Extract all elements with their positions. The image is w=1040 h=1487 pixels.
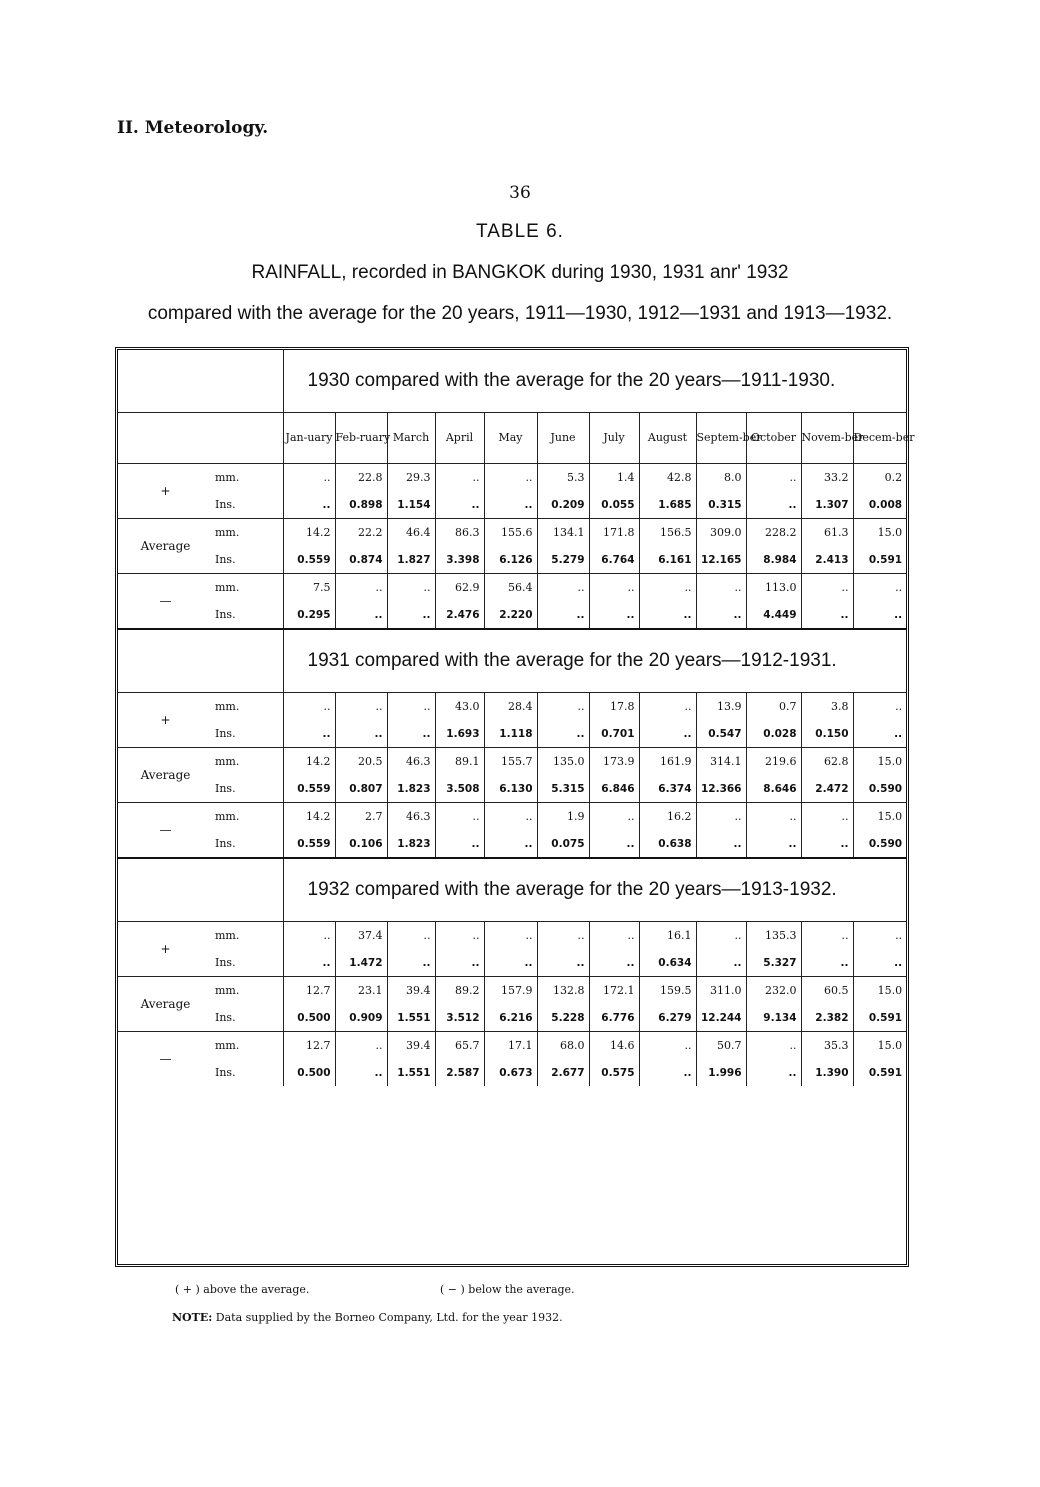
data-row bbox=[118, 464, 906, 492]
value-cell: .. bbox=[589, 922, 639, 950]
value-cell: 1.685 bbox=[639, 491, 696, 519]
value-cell: .. bbox=[484, 949, 537, 977]
value-cell: 56.4 bbox=[484, 574, 537, 602]
row-label-minus: — bbox=[118, 574, 213, 630]
value-cell: .. bbox=[335, 601, 387, 629]
value-cell: 0.874 bbox=[335, 546, 387, 574]
value-cell: 0.150 bbox=[801, 720, 853, 748]
value-cell: 0.591 bbox=[853, 546, 906, 574]
value-cell: 0.590 bbox=[853, 775, 906, 803]
value-cell: 0.028 bbox=[746, 720, 801, 748]
value-cell: .. bbox=[746, 491, 801, 519]
value-cell: 2.476 bbox=[435, 601, 484, 629]
value-cell: .. bbox=[335, 1032, 387, 1060]
unit-label: Ins. bbox=[215, 498, 236, 511]
value-cell: .. bbox=[696, 574, 746, 602]
value-cell: .. bbox=[639, 601, 696, 629]
value-cell: 2.220 bbox=[484, 601, 537, 629]
legend-plus: ( + ) above the average. bbox=[175, 1283, 310, 1296]
value-cell: 135.3 bbox=[746, 922, 801, 950]
blank-cell bbox=[118, 858, 283, 922]
data-row bbox=[118, 830, 906, 858]
value-cell: 1.551 bbox=[387, 1004, 435, 1032]
value-cell: .. bbox=[589, 949, 639, 977]
row-label-minus: — bbox=[118, 803, 213, 859]
value-cell: 173.9 bbox=[589, 748, 639, 776]
value-cell: 8.646 bbox=[746, 775, 801, 803]
value-cell: .. bbox=[387, 574, 435, 602]
value-cell: .. bbox=[387, 949, 435, 977]
value-cell: .. bbox=[387, 922, 435, 950]
value-cell: .. bbox=[801, 601, 853, 629]
value-cell: .. bbox=[435, 949, 484, 977]
value-cell: 12.366 bbox=[696, 775, 746, 803]
value-cell: .. bbox=[537, 922, 589, 950]
value-cell: 3.8 bbox=[801, 693, 853, 721]
data-row bbox=[118, 546, 906, 574]
value-cell: 22.8 bbox=[335, 464, 387, 492]
value-cell: 0.055 bbox=[589, 491, 639, 519]
value-cell: 6.776 bbox=[589, 1004, 639, 1032]
value-cell: 0.7 bbox=[746, 693, 801, 721]
value-cell: 68.0 bbox=[537, 1032, 589, 1060]
row-label-average: Average bbox=[118, 519, 213, 574]
value-cell: .. bbox=[387, 720, 435, 748]
value-cell: 155.7 bbox=[484, 748, 537, 776]
value-cell: .. bbox=[283, 464, 335, 492]
value-cell: 60.5 bbox=[801, 977, 853, 1005]
value-cell: .. bbox=[283, 922, 335, 950]
value-cell: 0.547 bbox=[696, 720, 746, 748]
month-header: October bbox=[746, 413, 801, 464]
value-cell: .. bbox=[853, 601, 906, 629]
value-cell: 0.209 bbox=[537, 491, 589, 519]
value-cell: .. bbox=[696, 830, 746, 858]
value-cell: 6.279 bbox=[639, 1004, 696, 1032]
value-cell: 155.6 bbox=[484, 519, 537, 547]
data-row bbox=[118, 922, 906, 950]
value-cell: 0.575 bbox=[589, 1059, 639, 1086]
value-cell: 0.898 bbox=[335, 491, 387, 519]
value-cell: 0.591 bbox=[853, 1004, 906, 1032]
value-cell: .. bbox=[435, 464, 484, 492]
value-cell: .. bbox=[537, 601, 589, 629]
value-cell: .. bbox=[639, 693, 696, 721]
value-cell: 309.0 bbox=[696, 519, 746, 547]
value-cell: 0.590 bbox=[853, 830, 906, 858]
month-header-row bbox=[118, 413, 906, 464]
value-cell: 28.4 bbox=[484, 693, 537, 721]
value-cell: 65.7 bbox=[435, 1032, 484, 1060]
value-cell: 3.398 bbox=[435, 546, 484, 574]
value-cell: 15.0 bbox=[853, 748, 906, 776]
data-row bbox=[118, 949, 906, 977]
month-header: Jan-uary bbox=[283, 413, 335, 464]
row-label-plus: + bbox=[118, 922, 213, 977]
note-text: Data supplied by the Borneo Company, Ltd. for the year 1932. bbox=[215, 1311, 563, 1324]
value-cell: 17.8 bbox=[589, 693, 639, 721]
value-cell: 12.7 bbox=[283, 977, 335, 1005]
unit-label: mm. bbox=[213, 519, 283, 547]
value-cell: 6.374 bbox=[639, 775, 696, 803]
value-cell: .. bbox=[746, 464, 801, 492]
legend-minus: ( − ) below the average. bbox=[440, 1283, 575, 1296]
value-cell: 156.5 bbox=[639, 519, 696, 547]
value-cell: 14.6 bbox=[589, 1032, 639, 1060]
value-cell: .. bbox=[853, 720, 906, 748]
value-cell: 2.587 bbox=[435, 1059, 484, 1086]
value-cell: .. bbox=[639, 720, 696, 748]
unit-label: mm. bbox=[213, 922, 283, 950]
unit-label: mm. bbox=[213, 464, 283, 492]
value-cell: 0.500 bbox=[283, 1059, 335, 1086]
value-cell: .. bbox=[639, 1032, 696, 1060]
block-title: 1932 compared with the average for the 20 years—1913-1932. bbox=[283, 858, 906, 922]
value-cell: .. bbox=[387, 693, 435, 721]
data-row bbox=[118, 491, 906, 519]
data-row bbox=[118, 748, 906, 776]
section-heading: II. Meteorology. bbox=[117, 118, 269, 138]
value-cell: .. bbox=[484, 803, 537, 831]
month-header: March bbox=[387, 413, 435, 464]
unit-label: Ins. bbox=[215, 553, 236, 566]
value-cell: .. bbox=[696, 803, 746, 831]
value-cell: .. bbox=[746, 1032, 801, 1060]
block-title: 1930 compared with the average for the 20 years—1911-1930. bbox=[283, 350, 906, 413]
value-cell: .. bbox=[746, 830, 801, 858]
value-cell: 12.7 bbox=[283, 1032, 335, 1060]
value-cell: .. bbox=[435, 803, 484, 831]
row-label-minus: — bbox=[118, 1032, 213, 1087]
value-cell: 6.846 bbox=[589, 775, 639, 803]
value-cell: 172.1 bbox=[589, 977, 639, 1005]
value-cell: 33.2 bbox=[801, 464, 853, 492]
row-label-average: Average bbox=[118, 748, 213, 803]
unit-label: Ins. bbox=[215, 608, 236, 621]
value-cell: 3.508 bbox=[435, 775, 484, 803]
value-cell: .. bbox=[696, 601, 746, 629]
value-cell: 4.449 bbox=[746, 601, 801, 629]
value-cell: .. bbox=[639, 574, 696, 602]
value-cell: .. bbox=[853, 574, 906, 602]
month-header: Novem-ber bbox=[801, 413, 853, 464]
value-cell: 62.9 bbox=[435, 574, 484, 602]
block-title-row bbox=[118, 858, 906, 922]
value-cell: .. bbox=[387, 601, 435, 629]
value-cell: 1.390 bbox=[801, 1059, 853, 1086]
value-cell: 2.677 bbox=[537, 1059, 589, 1086]
value-cell: 1.154 bbox=[387, 491, 435, 519]
month-header: August bbox=[639, 413, 696, 464]
month-header: Septem-ber bbox=[696, 413, 746, 464]
value-cell: 2.382 bbox=[801, 1004, 853, 1032]
month-header: May bbox=[484, 413, 537, 464]
data-row bbox=[118, 1032, 906, 1060]
value-cell: 7.5 bbox=[283, 574, 335, 602]
month-header: July bbox=[589, 413, 639, 464]
value-cell: 29.3 bbox=[387, 464, 435, 492]
value-cell: 1.118 bbox=[484, 720, 537, 748]
value-cell: 113.0 bbox=[746, 574, 801, 602]
value-cell: 14.2 bbox=[283, 748, 335, 776]
value-cell: 132.8 bbox=[537, 977, 589, 1005]
value-cell: 6.216 bbox=[484, 1004, 537, 1032]
value-cell: 62.8 bbox=[801, 748, 853, 776]
unit-label: mm. bbox=[213, 803, 283, 831]
value-cell: 1.4 bbox=[589, 464, 639, 492]
value-cell: 157.9 bbox=[484, 977, 537, 1005]
value-cell: 20.5 bbox=[335, 748, 387, 776]
value-cell: 15.0 bbox=[853, 803, 906, 831]
block-title: 1931 compared with the average for the 20 years—1912-1931. bbox=[283, 629, 906, 693]
month-header: June bbox=[537, 413, 589, 464]
value-cell: 5.3 bbox=[537, 464, 589, 492]
value-cell: 0.591 bbox=[853, 1059, 906, 1086]
value-cell: .. bbox=[435, 830, 484, 858]
block-title-row bbox=[118, 629, 906, 693]
value-cell: 135.0 bbox=[537, 748, 589, 776]
value-cell: 0.295 bbox=[283, 601, 335, 629]
data-row bbox=[118, 977, 906, 1005]
unit-label: mm. bbox=[213, 748, 283, 776]
value-cell: 15.0 bbox=[853, 1032, 906, 1060]
value-cell: 1.823 bbox=[387, 830, 435, 858]
value-cell: .. bbox=[801, 922, 853, 950]
blank-cell bbox=[118, 629, 283, 693]
month-header: Feb-ruary bbox=[335, 413, 387, 464]
value-cell: 37.4 bbox=[335, 922, 387, 950]
value-cell: 0.559 bbox=[283, 546, 335, 574]
unit-label: Ins. bbox=[215, 1011, 236, 1024]
value-cell: .. bbox=[335, 693, 387, 721]
value-cell: .. bbox=[801, 803, 853, 831]
value-cell: 1.827 bbox=[387, 546, 435, 574]
page-number: 36 bbox=[509, 183, 531, 203]
unit-label: mm. bbox=[213, 977, 283, 1005]
value-cell: 1.823 bbox=[387, 775, 435, 803]
unit-label: mm. bbox=[213, 574, 283, 602]
value-cell: 14.2 bbox=[283, 519, 335, 547]
rainfall-table bbox=[115, 347, 915, 1267]
value-cell: .. bbox=[639, 1059, 696, 1086]
value-cell: 6.126 bbox=[484, 546, 537, 574]
data-row bbox=[118, 720, 906, 748]
value-cell: 2.472 bbox=[801, 775, 853, 803]
value-cell: .. bbox=[589, 803, 639, 831]
value-cell: 0.634 bbox=[639, 949, 696, 977]
value-cell: 89.1 bbox=[435, 748, 484, 776]
value-cell: 171.8 bbox=[589, 519, 639, 547]
value-cell: 1.996 bbox=[696, 1059, 746, 1086]
table-subtitle-line2: compared with the average for the 20 years, 1911—1930, 1912—1931 and 1913—1932. bbox=[147, 303, 893, 324]
value-cell: .. bbox=[435, 922, 484, 950]
data-row bbox=[118, 519, 906, 547]
value-cell: .. bbox=[537, 720, 589, 748]
table-title: TABLE 6. bbox=[476, 221, 564, 242]
blank-cell bbox=[118, 413, 283, 464]
row-label-plus: + bbox=[118, 693, 213, 748]
value-cell: .. bbox=[283, 720, 335, 748]
value-cell: .. bbox=[283, 949, 335, 977]
unit-label: mm. bbox=[213, 693, 283, 721]
value-cell: 43.0 bbox=[435, 693, 484, 721]
value-cell: .. bbox=[283, 491, 335, 519]
value-cell: 232.0 bbox=[746, 977, 801, 1005]
unit-label: Ins. bbox=[215, 837, 236, 850]
value-cell: 50.7 bbox=[696, 1032, 746, 1060]
blank-cell bbox=[118, 350, 283, 413]
value-cell: .. bbox=[746, 1059, 801, 1086]
value-cell: 0.909 bbox=[335, 1004, 387, 1032]
value-cell: 15.0 bbox=[853, 977, 906, 1005]
value-cell: 17.1 bbox=[484, 1032, 537, 1060]
value-cell: 39.4 bbox=[387, 977, 435, 1005]
value-cell: 61.3 bbox=[801, 519, 853, 547]
rainfall-table-grid bbox=[118, 350, 915, 1086]
value-cell: 0.315 bbox=[696, 491, 746, 519]
value-cell: 16.1 bbox=[639, 922, 696, 950]
value-cell: 8.0 bbox=[696, 464, 746, 492]
value-cell: 2.413 bbox=[801, 546, 853, 574]
value-cell: 0.559 bbox=[283, 775, 335, 803]
value-cell: 13.9 bbox=[696, 693, 746, 721]
value-cell: 12.244 bbox=[696, 1004, 746, 1032]
unit-label: Ins. bbox=[215, 1066, 236, 1079]
value-cell: 0.559 bbox=[283, 830, 335, 858]
value-cell: .. bbox=[335, 1059, 387, 1086]
value-cell: 0.701 bbox=[589, 720, 639, 748]
unit-label: Ins. bbox=[215, 782, 236, 795]
value-cell: 1.9 bbox=[537, 803, 589, 831]
value-cell: .. bbox=[853, 949, 906, 977]
value-cell: .. bbox=[484, 464, 537, 492]
value-cell: .. bbox=[746, 803, 801, 831]
unit-label: Ins. bbox=[215, 956, 236, 969]
value-cell: 14.2 bbox=[283, 803, 335, 831]
value-cell: 311.0 bbox=[696, 977, 746, 1005]
value-cell: 1.551 bbox=[387, 1059, 435, 1086]
value-cell: 5.327 bbox=[746, 949, 801, 977]
unit-label: mm. bbox=[213, 1032, 283, 1060]
value-cell: 9.134 bbox=[746, 1004, 801, 1032]
value-cell: 5.315 bbox=[537, 775, 589, 803]
footnote bbox=[172, 1311, 563, 1324]
value-cell: 0.673 bbox=[484, 1059, 537, 1086]
value-cell: 46.3 bbox=[387, 803, 435, 831]
note-label: NOTE: bbox=[172, 1311, 213, 1324]
value-cell: 15.0 bbox=[853, 519, 906, 547]
value-cell: 46.4 bbox=[387, 519, 435, 547]
value-cell: 159.5 bbox=[639, 977, 696, 1005]
table-subtitle-line1: RAINFALL, recorded in BANGKOK during 1930, 1931 anr' 1932 bbox=[251, 262, 789, 283]
value-cell: 5.279 bbox=[537, 546, 589, 574]
value-cell: 22.2 bbox=[335, 519, 387, 547]
value-cell: .. bbox=[589, 830, 639, 858]
row-label-plus: + bbox=[118, 464, 213, 519]
value-cell: 0.075 bbox=[537, 830, 589, 858]
value-cell: 89.2 bbox=[435, 977, 484, 1005]
value-cell: 23.1 bbox=[335, 977, 387, 1005]
value-cell: 39.4 bbox=[387, 1032, 435, 1060]
data-row bbox=[118, 574, 906, 602]
value-cell: .. bbox=[537, 949, 589, 977]
data-row bbox=[118, 693, 906, 721]
unit-label: Ins. bbox=[215, 727, 236, 740]
value-cell: 46.3 bbox=[387, 748, 435, 776]
value-cell: 0.2 bbox=[853, 464, 906, 492]
month-header: Decem-ber bbox=[853, 413, 906, 464]
value-cell: 0.008 bbox=[853, 491, 906, 519]
data-row bbox=[118, 803, 906, 831]
value-cell: .. bbox=[589, 601, 639, 629]
value-cell: 219.6 bbox=[746, 748, 801, 776]
data-row bbox=[118, 775, 906, 803]
value-cell: 0.638 bbox=[639, 830, 696, 858]
data-row bbox=[118, 601, 906, 629]
value-cell: .. bbox=[484, 491, 537, 519]
value-cell: 8.984 bbox=[746, 546, 801, 574]
value-cell: .. bbox=[696, 922, 746, 950]
value-cell: .. bbox=[801, 949, 853, 977]
value-cell: .. bbox=[435, 491, 484, 519]
value-cell: 0.807 bbox=[335, 775, 387, 803]
value-cell: .. bbox=[484, 922, 537, 950]
value-cell: 228.2 bbox=[746, 519, 801, 547]
value-cell: .. bbox=[283, 693, 335, 721]
value-cell: 161.9 bbox=[639, 748, 696, 776]
value-cell: 16.2 bbox=[639, 803, 696, 831]
value-cell: .. bbox=[696, 949, 746, 977]
month-header: April bbox=[435, 413, 484, 464]
value-cell: 2.7 bbox=[335, 803, 387, 831]
data-row bbox=[118, 1004, 906, 1032]
value-cell: 1.693 bbox=[435, 720, 484, 748]
value-cell: 5.228 bbox=[537, 1004, 589, 1032]
value-cell: 314.1 bbox=[696, 748, 746, 776]
value-cell: .. bbox=[335, 720, 387, 748]
value-cell: .. bbox=[853, 922, 906, 950]
value-cell: 12.165 bbox=[696, 546, 746, 574]
value-cell: .. bbox=[589, 574, 639, 602]
value-cell: 1.307 bbox=[801, 491, 853, 519]
value-cell: 35.3 bbox=[801, 1032, 853, 1060]
row-label-average: Average bbox=[118, 977, 213, 1032]
value-cell: 6.130 bbox=[484, 775, 537, 803]
value-cell: 134.1 bbox=[537, 519, 589, 547]
value-cell: 6.764 bbox=[589, 546, 639, 574]
value-cell: .. bbox=[335, 574, 387, 602]
value-cell: 1.472 bbox=[335, 949, 387, 977]
value-cell: .. bbox=[801, 830, 853, 858]
value-cell: .. bbox=[801, 574, 853, 602]
block-title-row bbox=[118, 350, 906, 413]
value-cell: 42.8 bbox=[639, 464, 696, 492]
value-cell: .. bbox=[537, 693, 589, 721]
value-cell: .. bbox=[853, 693, 906, 721]
value-cell: 6.161 bbox=[639, 546, 696, 574]
data-row bbox=[118, 1059, 906, 1086]
value-cell: 3.512 bbox=[435, 1004, 484, 1032]
value-cell: .. bbox=[484, 830, 537, 858]
value-cell: 0.106 bbox=[335, 830, 387, 858]
value-cell: .. bbox=[537, 574, 589, 602]
value-cell: 0.500 bbox=[283, 1004, 335, 1032]
value-cell: 86.3 bbox=[435, 519, 484, 547]
